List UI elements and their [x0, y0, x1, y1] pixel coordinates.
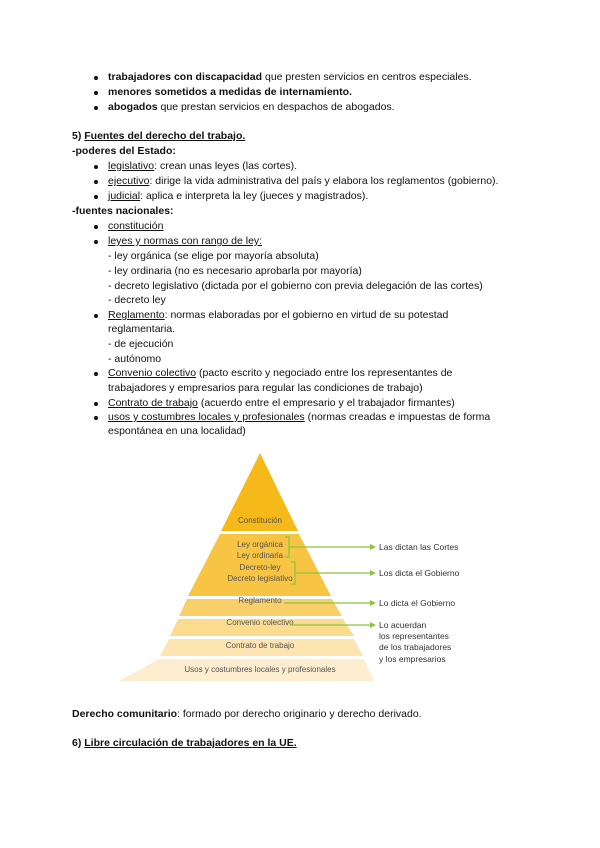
list-item: menores sometidos a medidas de internamiento. [108, 86, 352, 98]
list-item: legislativo: crean unas leyes (las cortes). [108, 160, 298, 172]
bullet-icon [94, 240, 98, 244]
bullet-icon [94, 106, 98, 110]
sub-item: - autónomo [108, 353, 162, 365]
list-item: ejecutivo: dirige la vida administrativa del país y elabora los reglamentos (gobierno). [108, 175, 499, 187]
bullet-icon [94, 402, 98, 406]
tier-label: Ley orgánica [237, 540, 283, 549]
sub-item: - ley ordinaria (no es necesario aprobarla por mayoría) [108, 265, 362, 277]
list-item: Reglamento: normas elaboradas por el gobierno en virtud de su potestad [108, 309, 449, 321]
bullet-icon [94, 91, 98, 95]
bullet-icon [94, 195, 98, 199]
annotation-label: Lo acuerdan [379, 620, 427, 630]
tier-label: Usos y costumbres locales y profesionales [184, 665, 336, 674]
annotation-label: y los empresarios [379, 654, 446, 664]
bullet-icon [94, 165, 98, 169]
derecho-comunitario-paragraph: Derecho comunitario: formado por derecho originario y derecho derivado. [72, 708, 422, 720]
tier-label: Constitución [237, 516, 283, 525]
bullet-icon [94, 180, 98, 184]
arrowhead-icon [370, 544, 376, 550]
section-6-heading: 6) Libre circulación de trabajadores en la UE. [72, 737, 297, 749]
sub-item: - de ejecución [108, 338, 174, 350]
tier-label: Ley ordinaria [236, 551, 284, 560]
tier-label: Decreto-ley [239, 563, 281, 572]
list-item-continuation: trabajadores y empresarios para regular las condiciones de trabajo) [108, 382, 423, 394]
bullet-icon [94, 314, 98, 318]
tier-label: Decreto legislativo [227, 574, 293, 583]
annotation-label: Las dictan las Cortes [379, 542, 459, 552]
list-item: constitución [108, 220, 164, 232]
norms-pyramid-figure [118, 448, 482, 688]
list-item: judicial: aplica e interpreta la ley (jueces y magistrados). [108, 190, 369, 202]
bullet-icon [94, 372, 98, 376]
section-5-heading: 5) Fuentes del derecho del trabajo. [72, 130, 246, 142]
list-item-continuation: reglamentaria. [108, 323, 176, 335]
list-item: usos y costumbres locales y profesionales (normas creadas e impuestas de forma [108, 411, 491, 423]
tier-label: Convenio colectivo [226, 618, 294, 627]
arrowhead-icon [370, 600, 376, 606]
poderes-heading: -poderes del Estado: [72, 145, 176, 157]
list-item: Convenio colectivo (pacto escrito y negociado entre los representantes de [108, 367, 453, 379]
bullet-icon [94, 76, 98, 80]
list-item: Contrato de trabajo (acuerdo entre el empresario y el trabajador firmantes) [108, 397, 455, 409]
arrowhead-icon [370, 622, 376, 628]
fuentes-heading: -fuentes nacionales: [72, 205, 174, 217]
sub-item: - decreto ley [108, 294, 166, 306]
arrowhead-icon [370, 570, 376, 576]
list-item: leyes y normas con rango de ley: [108, 235, 263, 247]
sub-item: - decreto legislativo (dictada por el gobierno con previa delegación de las cortes) [108, 280, 483, 292]
bullet-icon [94, 225, 98, 229]
sub-item: - ley orgánica (se elige por mayoría absoluta) [108, 250, 319, 262]
annotation-label: los representantes [379, 631, 449, 641]
annotation-label: Lo dicta el Gobierno [379, 598, 456, 608]
tier-label: Contrato de trabajo [225, 641, 295, 650]
bullet-icon [94, 416, 98, 420]
annotation-label: de los trabajadores [379, 642, 452, 652]
list-item: abogados que prestan servicios en despachos de abogados. [108, 101, 395, 113]
list-item: trabajadores con discapacidad que presten servicios en centros especiales. [108, 71, 472, 83]
list-item-continuation: espontánea en una localidad) [108, 425, 246, 437]
annotation-label: Los dicta el Gobierno [379, 568, 460, 578]
tier-label: Reglamento [238, 596, 282, 605]
